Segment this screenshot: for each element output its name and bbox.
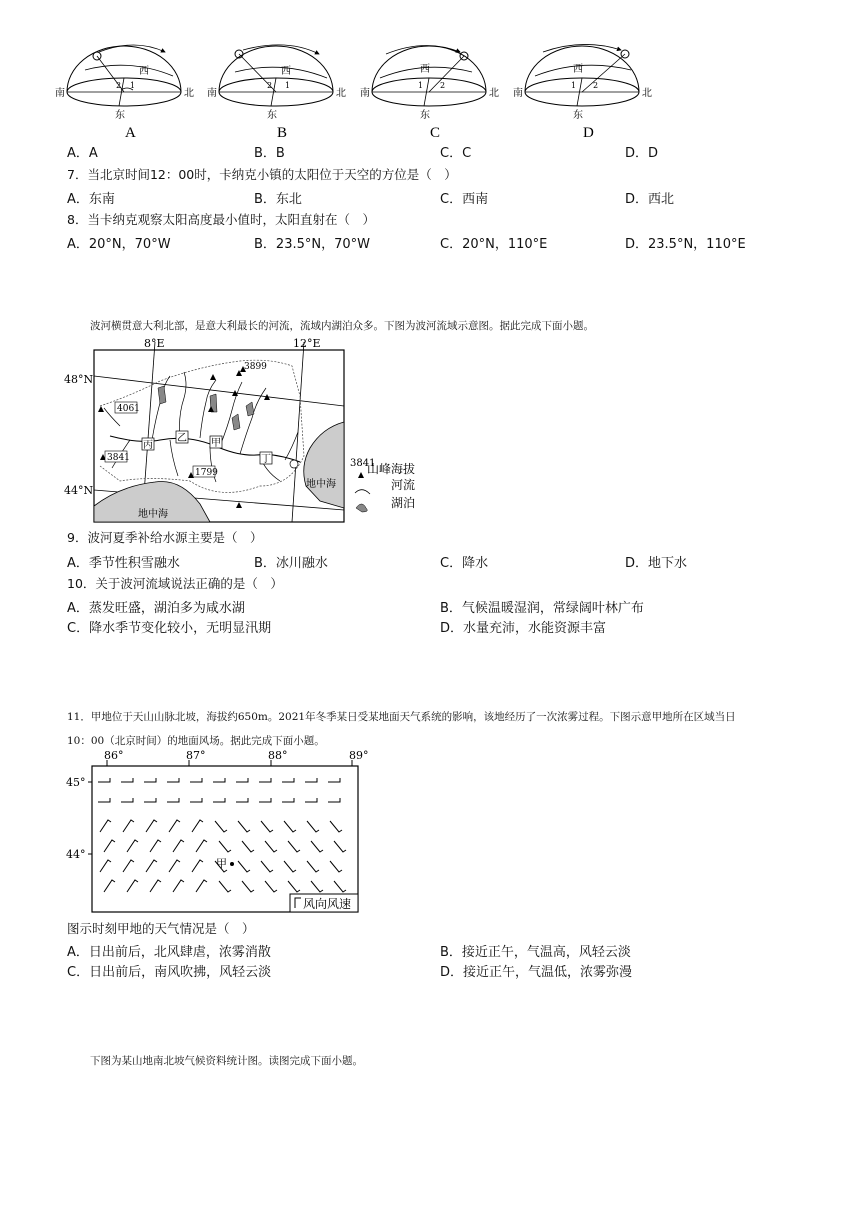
q11-stem: 图示时刻甲地的天气情况是（ ）	[67, 921, 255, 936]
svg-text:南: 南	[55, 88, 65, 99]
svg-text:西: 西	[573, 64, 583, 75]
svg-text:北: 北	[489, 88, 499, 99]
wind-legend-label: 风向风速	[303, 897, 352, 911]
q11-option-c[interactable]: C．日出前后，南风吹拂，风轻云淡	[67, 965, 272, 980]
lat-45: 45°	[66, 776, 86, 789]
q9-option-b[interactable]: B．冰川融水	[254, 556, 328, 571]
svg-text:1: 1	[130, 81, 136, 90]
lon-label-left: 8°E	[144, 337, 165, 350]
legend-value: 3841	[350, 458, 376, 469]
legend-lake-label: 湖泊	[391, 496, 416, 510]
q7-option-c[interactable]: C．西南	[440, 192, 489, 207]
po-river-map	[60, 336, 450, 528]
city-yi: 乙	[177, 433, 187, 444]
svg-text:A: A	[125, 125, 136, 141]
svg-text:西: 西	[281, 66, 291, 77]
svg-text:C: C	[430, 125, 441, 141]
city-ding: 丁	[261, 454, 271, 465]
lon-86: 86°	[104, 749, 124, 762]
svg-text:北: 北	[642, 88, 652, 99]
q8-option-b[interactable]: B．23.5°N，70°W	[254, 237, 370, 252]
q8-option-d[interactable]: D．23.5°N，110°E	[625, 237, 746, 252]
svg-text:2: 2	[116, 81, 122, 90]
svg-text:北: 北	[336, 88, 346, 99]
q9-option-a[interactable]: A．季节性积雪融水	[67, 556, 180, 571]
q11-option-b[interactable]: B．接近正午，气温高，风轻云淡	[440, 945, 631, 960]
peak-3899: 3899	[244, 362, 267, 372]
legend-river-label: 河流	[391, 478, 416, 492]
diagram-d	[513, 44, 652, 141]
legend-lake-icon	[356, 504, 367, 512]
diagram-c	[360, 45, 499, 141]
q11-option-a[interactable]: A．日出前后，北风肆虐，浓雾消散	[67, 945, 271, 960]
peak-3841: 3841	[107, 453, 130, 463]
mountain-climate-intro: 下图为某山地南北坡气候资料统计图。读图完成下面小题。	[90, 1055, 363, 1067]
q7-stem: 7．当北京时间12：00时，卡纳克小镇的太阳位于天空的方位是（ ）	[67, 167, 457, 182]
svg-text:B: B	[277, 125, 288, 141]
legend-peak-icon	[358, 472, 364, 478]
svg-text:南: 南	[360, 88, 370, 99]
svg-text:2: 2	[267, 81, 273, 90]
q6-option-d[interactable]: D．D	[625, 146, 659, 161]
q11-option-d[interactable]: D．接近正午，气温低，浓雾弥漫	[440, 965, 633, 980]
svg-text:西: 西	[139, 66, 149, 77]
sun-path-diagrams	[55, 40, 675, 145]
po-river-intro: 波河横贯意大利北部，是意大利最长的河流，流域内湖泊众多。下图为波河流域示意图。据此完成下面小题。	[90, 320, 594, 332]
lon-label-right: 12°E	[293, 337, 321, 350]
q10-option-a[interactable]: A．蒸发旺盛，湖泊多为咸水湖	[67, 601, 245, 616]
q10-stem: 10．关于波河流域说法正确的是（ ）	[67, 576, 283, 591]
svg-text:南: 南	[207, 88, 217, 99]
svg-text:东: 东	[573, 110, 583, 121]
q7-option-a[interactable]: A．东南	[67, 192, 115, 207]
diagram-a	[55, 45, 194, 141]
city-bing: 丙	[143, 440, 153, 451]
svg-text:2: 2	[440, 81, 446, 90]
lon-87: 87°	[186, 749, 206, 762]
city-jia: 甲	[211, 438, 221, 449]
q8-stem: 8．当卡纳克观察太阳高度最小值时，太阳直射在（ ）	[67, 212, 375, 227]
q10-option-d[interactable]: D．水量充沛，水能资源丰富	[440, 621, 607, 636]
peak-1799: 1799	[195, 468, 218, 478]
lat-label-bottom: 44°N	[64, 484, 94, 497]
lat-44: 44°	[66, 848, 86, 861]
svg-text:1: 1	[571, 81, 577, 90]
q7-option-d[interactable]: D．西北	[625, 192, 675, 207]
q9-option-d[interactable]: D．地下水	[625, 556, 688, 571]
svg-text:D: D	[583, 125, 594, 141]
legend-river-icon	[355, 490, 370, 494]
q8-option-c[interactable]: C．20°N，110°E	[440, 237, 548, 252]
svg-text:1: 1	[285, 81, 291, 90]
q9-option-c[interactable]: C．降水	[440, 556, 489, 571]
svg-text:2: 2	[593, 81, 599, 90]
sea-label-east: 地中海	[306, 479, 336, 490]
q6-option-a[interactable]: A．A	[67, 146, 98, 161]
point-jia-label: 甲	[216, 857, 227, 870]
diagram-b	[207, 45, 346, 141]
lon-88: 88°	[268, 749, 288, 762]
svg-text:西: 西	[420, 64, 430, 75]
peak-4061: 4061	[117, 404, 140, 414]
q10-option-c[interactable]: C．降水季节变化较小，无明显汛期	[67, 621, 272, 636]
wind-field-map	[62, 746, 372, 914]
q8-option-a[interactable]: A．20°N，70°W	[67, 237, 171, 252]
q7-option-b[interactable]: B．东北	[254, 192, 302, 207]
svg-text:南: 南	[513, 88, 523, 99]
svg-text:北: 北	[184, 88, 194, 99]
lon-89: 89°	[349, 749, 369, 762]
q11-intro-line1: 11．甲地位于天山山脉北坡，海拔约650m。2021年冬季某日受某地面天气系统的影响，该地经历了一次浓雾过程。下图示意甲地所在区域当日	[67, 711, 736, 723]
sea-label-west: 地中海	[138, 509, 168, 520]
svg-text:1: 1	[418, 81, 424, 90]
svg-text:东: 东	[420, 110, 430, 121]
point-jia-icon	[230, 862, 234, 866]
q11-intro-line2: 10：00（北京时间）的地面风场。据此完成下面小题。	[67, 735, 325, 747]
svg-text:东: 东	[115, 110, 125, 121]
q9-stem: 9．波河夏季补给水源主要是（ ）	[67, 530, 263, 545]
q6-option-c[interactable]: C．C	[440, 146, 472, 161]
svg-text:东: 东	[267, 110, 277, 121]
q10-option-b[interactable]: B．气候温暖湿润，常绿阔叶林广布	[440, 601, 644, 616]
lat-label-top: 48°N	[64, 373, 94, 386]
q6-option-b[interactable]: B．B	[254, 146, 285, 161]
legend-peak-label: 山峰海拔	[367, 462, 416, 476]
